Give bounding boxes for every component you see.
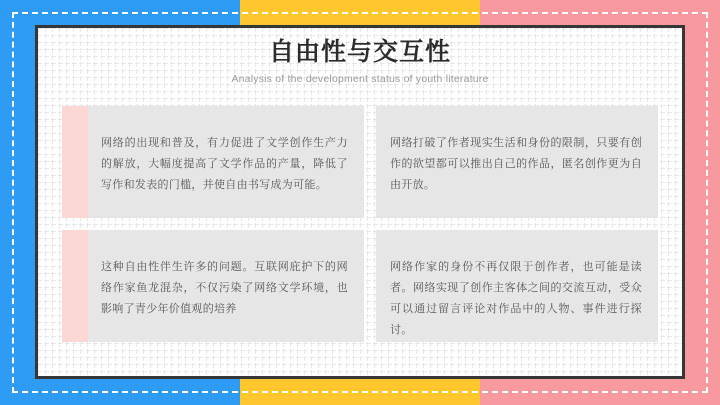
card-accent-bar xyxy=(62,106,88,218)
card-bottom-right xyxy=(376,230,658,342)
card-top-right xyxy=(376,106,658,218)
card-text: 网络的出现和普及，有力促进了文学创作生产力的解放，大幅度提高了文学作品的产量，降低了写作和发表的门槛，并使自由书写成为可能。 xyxy=(101,137,348,191)
card-accent-bar xyxy=(62,230,88,342)
content-panel xyxy=(35,25,685,379)
card-text: 网络打破了作者现实生活和身份的限制，只要有创作的欲望都可以推出自己的作品，匿名创作更为自由开放。 xyxy=(390,137,642,191)
slide-title: 自由性与交互性 xyxy=(268,38,451,66)
card-text: 网络作家的身份不再仅限于创作者，也可能是读者。网络实现了创作主客体之间的交流互动，受众可以通过留言评论对作品中的人物、事件进行探讨。 xyxy=(390,261,642,336)
card-body xyxy=(88,106,364,218)
card-body xyxy=(88,230,364,342)
card-top-left xyxy=(62,106,364,218)
card-body xyxy=(376,230,658,342)
slide-subtitle: Analysis of the development status of youth literature xyxy=(231,73,489,85)
card-body xyxy=(376,106,658,218)
card-text: 这种自由性伴生许多的问题。互联网庇护下的网络作家鱼龙混杂，不仅污染了网络文学环境，也影响了青少年价值观的培养 xyxy=(101,261,348,315)
card-bottom-left xyxy=(62,230,364,342)
